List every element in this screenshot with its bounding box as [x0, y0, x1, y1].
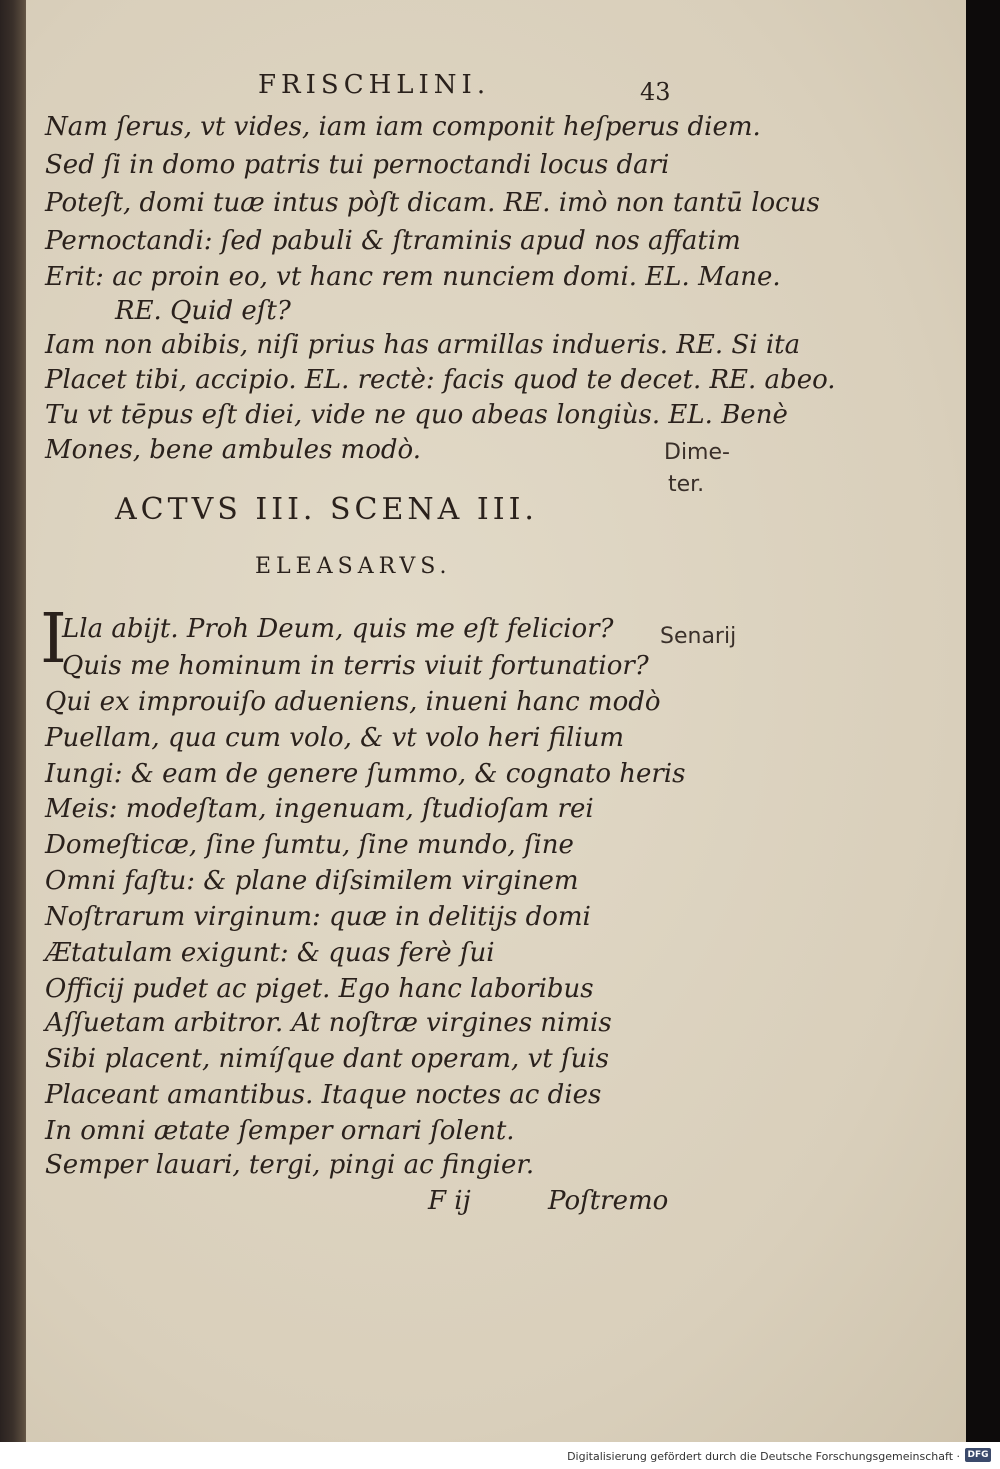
- verse-line: Omni faſtu: & plane diſsimilem virginem: [45, 866, 579, 896]
- verse-line: Sibi placent, nimíſque dant operam, vt ſuis: [45, 1044, 610, 1074]
- verse-line: Mones, bene ambules modò.: [45, 435, 421, 465]
- footer-credit: Digitalisierung gefördert durch die Deutsche Forschungsgemeinschaft ·: [567, 1450, 960, 1463]
- verse-line: Iungi: & eam de genere ſummo, & cognato heris: [45, 759, 686, 789]
- act-scene-heading: ACTVS III. SCENA III.: [115, 492, 538, 527]
- signature-mark: F ij: [428, 1186, 471, 1216]
- verse-line: RE. Quid eſt?: [115, 296, 291, 326]
- catchword: Poſtremo: [548, 1186, 669, 1216]
- verse-line: Ætatulam exigunt: & quas ferè ſui: [45, 938, 495, 968]
- verse-line: Iam non abibis, niſi prius has armillas indueris. RE. Si ita: [45, 330, 801, 360]
- verse-line: Pernoctandi: ſed pabuli & ſtraminis apud nos affatim: [45, 226, 741, 256]
- verse-line: In omni ætate ſemper ornari ſolent.: [45, 1116, 515, 1146]
- drop-cap: I: [40, 600, 67, 679]
- verse-line: Quis me hominum in terris viuit fortunatior?: [62, 651, 649, 681]
- verse-line: Noſtrarum virginum: quæ in delitijs domi: [45, 902, 591, 932]
- verse-line: Officij pudet ac piget. Ego hanc laboribus: [45, 974, 594, 1004]
- margin-note-senarij: Senarij: [660, 624, 737, 649]
- verse-line: Qui ex improuiſo adueniens, inueni hanc modò: [45, 687, 661, 717]
- verse-line: Domeſticæ, ſine ſumtu, ſine mundo, ſine: [45, 830, 574, 860]
- verse-line: Puellam, qua cum volo, & vt volo heri filium: [45, 723, 625, 753]
- verse-line: Erit: ac proin eo, vt hanc rem nunciem domi. EL. Mane.: [45, 262, 781, 292]
- verse-line: Meis: modeſtam, ingenuam, ſtudioſam rei: [45, 794, 594, 824]
- verse-line: Tu vt tēpus eſt diei, vide ne quo abeas longiùs. EL. Benè: [45, 400, 788, 430]
- verse-line: Aſſuetam arbitror. At noſtræ virgines nimis: [45, 1008, 612, 1038]
- verse-line: Nam ſerus, vt vides, iam iam componit heſperus diem.: [45, 112, 761, 142]
- verse-line: Sed ſi in domo patris tui pernoctandi locus dari: [45, 150, 670, 180]
- page-number: 43: [640, 78, 671, 106]
- verse-line: Placeant amantibus. Itaque noctes ac dies: [45, 1080, 602, 1110]
- verse-line: Placet tibi, accipio. EL. rectè: facis quod te decet. RE. abeo.: [45, 365, 836, 395]
- scan-background: [966, 0, 1000, 1442]
- speaker-name: ELEASARVS.: [255, 554, 452, 579]
- margin-note-dimeter: Dime-: [664, 440, 730, 465]
- verse-line: Poteſt, domi tuæ intus pòſt dicam. RE. imò non tantū locus: [45, 188, 820, 218]
- verse-line: Lla abijt. Proh Deum, quis me eſt felicior?: [62, 614, 614, 644]
- running-title: FRISCHLINI.: [258, 70, 491, 100]
- margin-note-dimeter-continued: ter.: [668, 472, 705, 497]
- verse-line: Semper lauari, tergi, pingi ac fingier.: [45, 1150, 535, 1180]
- dfg-logo: DFG: [965, 1448, 991, 1462]
